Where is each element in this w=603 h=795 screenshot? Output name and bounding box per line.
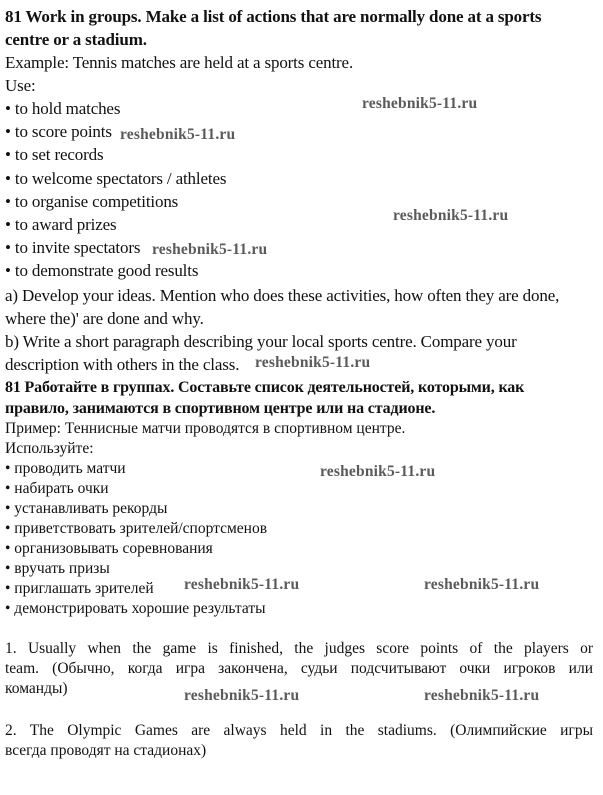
use-label-ru: Используйте: (5, 440, 94, 457)
exercise-title-en-line2: centre or a stadium. (5, 30, 147, 49)
watermark: reshebnik5-11.ru (362, 95, 478, 112)
watermark: reshebnik5-11.ru (424, 687, 540, 704)
watermark: reshebnik5-11.ru (320, 463, 436, 480)
list-item-ru: • демонстрировать хорошие результаты (5, 600, 266, 617)
watermark: reshebnik5-11.ru (152, 241, 268, 258)
answer-2-line2: всегда проводят на стадионах) (5, 742, 207, 759)
list-item-en: • to score points (5, 122, 112, 141)
watermark: reshebnik5-11.ru (424, 576, 540, 593)
answer-1-line3: команды) (5, 680, 68, 697)
list-item-ru: • приглашать зрителей (5, 580, 154, 597)
list-item-en: • to organise competitions (5, 192, 179, 211)
list-item-ru: • устанавливать рекорды (5, 500, 168, 517)
list-item-en: • to welcome spectators / athletes (5, 169, 227, 188)
list-item-en: • to hold matches (5, 99, 121, 118)
list-item-en: • to set records (5, 145, 104, 164)
watermark: reshebnik5-11.ru (184, 576, 300, 593)
watermark: reshebnik5-11.ru (120, 126, 236, 143)
task-a-line1: a) Develop your ideas. Mention who does these activities, how often they are done, (5, 286, 560, 305)
list-item-en: • to demonstrate good results (5, 261, 199, 280)
use-label-en: Use: (5, 76, 36, 95)
list-item-en: • to award prizes (5, 215, 117, 234)
exercise-title-ru-line2: правило, занимаются в спортивном центре или на стадионе. (5, 400, 436, 417)
answer-1-line1: 1. Usually when the game is finished, the judges score points of the players or (5, 640, 593, 657)
list-item-en: • to invite spectators (5, 238, 141, 257)
answer-2-line1: 2. The Olympic Games are always held in the stadiums. (Олимпийские игры (5, 722, 593, 739)
list-item-ru: • проводить матчи (5, 460, 126, 477)
exercise-title-en-line1: 81 Work in groups. Make a list of actions that are normally done at a sports (5, 7, 542, 26)
answer-1-line2: team. (Обычно, когда игра закончена, судьи подсчитывают очки игроков или (5, 660, 593, 677)
list-item-ru: • приветствовать зрителей/спортсменов (5, 520, 268, 537)
exercise-title-ru-line1: 81 Работайте в группах. Составьте список деятельностей, которыми, как (5, 379, 525, 396)
list-item-ru: • вручать призы (5, 560, 110, 577)
example-en: Example: Tennis matches are held at a sports centre. (5, 53, 354, 72)
list-item-ru: • организовывать соревнования (5, 540, 213, 557)
example-ru: Пример: Теннисные матчи проводятся в спортивном центре. (5, 420, 406, 437)
watermark: reshebnik5-11.ru (184, 687, 300, 704)
task-a-line2: where the)' are done and why. (5, 309, 204, 328)
watermark: reshebnik5-11.ru (393, 207, 509, 224)
watermark: reshebnik5-11.ru (255, 354, 371, 371)
list-item-ru: • набирать очки (5, 480, 109, 497)
task-b-line2: description with others in the class. (5, 355, 240, 374)
task-b-line1: b) Write a short paragraph describing your local sports centre. Compare your (5, 332, 517, 351)
